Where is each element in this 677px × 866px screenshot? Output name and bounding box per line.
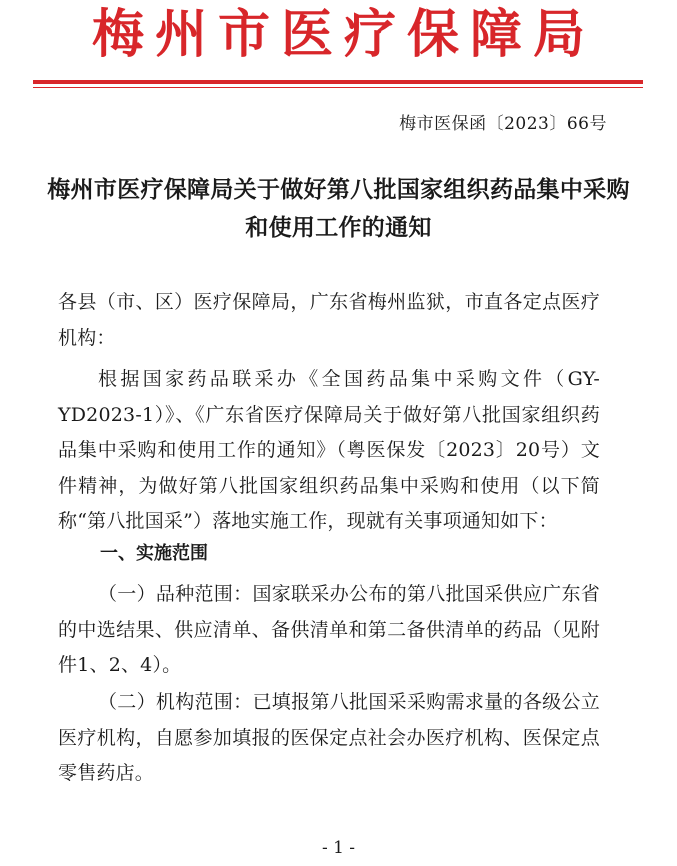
paragraph-drug-scope: （一）品种范围：国家联采办公布的第八批国采供应广东省的中选结果、供应清单、备供清单和第二备供清单的药品（见附件1、2、4）。 — [58, 583, 600, 676]
letterhead-rule-thick — [33, 80, 643, 84]
page-number: - 1 - — [321, 838, 356, 858]
document-title: 梅州市医疗保障局关于做好第八批国家组织药品集中采购和使用工作的通知 — [47, 176, 630, 241]
letterhead-rule-thin — [33, 87, 643, 88]
document-number: 梅市医保函〔2023〕66号 — [399, 114, 607, 134]
section-heading: 一、实施范围 — [100, 543, 208, 564]
paragraph-institution-scope: （二）机构范围：已填报第八批国采采购需求量的各级公立医疗机构，自愿参加填报的医保定点社会办医疗机构、医保定点零售药店。 — [58, 691, 600, 784]
paragraph-intro: 根据国家药品联采办《全国药品集中采购文件（GY-YD2023-1）》、《广东省医疗保障局关于做好第八批国家组织药品集中采购和使用工作的通知》（粤医保发〔2023〕20号）文件精神，为做好第八批国家组织药品集中采购和使用（以下简称“第八批国采”）落地实施工作，现就有关事项通知如下： — [58, 368, 600, 532]
addressee: 各县（市、区）医疗保障局，广东省梅州监狱，市直各定点医疗机构： — [58, 291, 600, 349]
agency-letterhead: 梅州市医疗保障局 — [91, 4, 596, 65]
